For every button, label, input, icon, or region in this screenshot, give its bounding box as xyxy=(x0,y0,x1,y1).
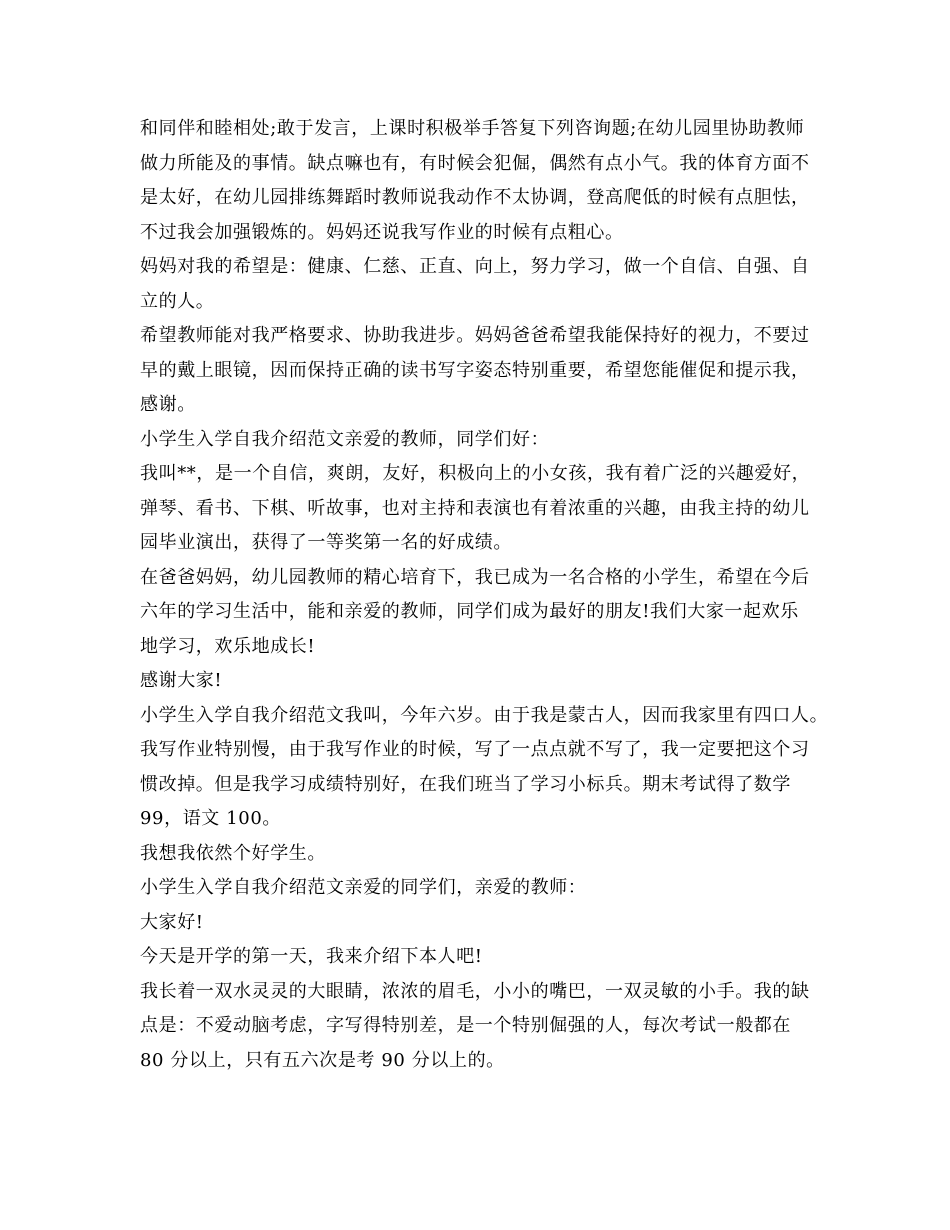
text-line: 是太好，在幼儿园排练舞蹈时教师说我动作不太协调，登高爬低的时候有点胆怯， xyxy=(140,187,810,208)
text-line: 不过我会加强锻炼的。妈妈还说我写作业的时候有点粗心。 xyxy=(140,221,624,243)
text-line: 点是：不爱动脑考虑，字写得特别差，是一个特别倔强的人，每次考试一般都在 xyxy=(140,1015,791,1036)
text-line: 立的人。 xyxy=(140,290,215,312)
text-line: 感谢大家! xyxy=(140,670,223,691)
section-heading: 小学生入学自我介绍范文亲爱的同学们，亲爱的教师： xyxy=(140,877,587,898)
text-line: 早的戴上眼镜，因而保持正确的读书写字姿态特别重要，希望您能催促和提示我， xyxy=(140,359,810,381)
text-line: 和同伴和睦相处;敢于发言，上课时积极举手答复下列咨询题;在幼儿园里协助教师 xyxy=(140,118,805,139)
section-heading: 小学生入学自我介绍范文我叫，今年六岁。由于我是蒙古人，因而我家里有四口人。 xyxy=(140,704,829,726)
text-line: 我长着一双水灵灵的大眼睛，浓浓的眉毛，小小的嘴巴，一双灵敏的小手。我的缺 xyxy=(140,980,810,1002)
section-heading: 小学生入学自我介绍范文亲爱的教师，同学们好： xyxy=(140,428,550,450)
text-line: 妈妈对我的希望是：健康、仁慈、正直、向上，努力学习，做一个自信、自强、自 xyxy=(140,256,810,277)
text-line: 做力所能及的事情。缺点嘛也有，有时候会犯倔，偶然有点小气。我的体育方面不 xyxy=(140,152,810,174)
text-line: 六年的学习生活中，能和亲爱的教师，同学们成为最好的朋友!我们大家一起欢乐 xyxy=(140,601,799,622)
text-line: 惯改掉。但是我学习成绩特别好，在我们班当了学习小标兵。期末考试得了数学 xyxy=(140,773,791,795)
text-line: 今天是开学的第一天，我来介绍下本人吧! xyxy=(140,946,483,967)
text-line: 我想我依然个好学生。 xyxy=(140,842,326,864)
text-line: 99，语文 100。 xyxy=(140,808,281,829)
text-line: 希望教师能对我严格要求、协助我进步。妈妈爸爸希望我能保持好的视力，不要过 xyxy=(140,325,810,346)
text-line: 地学习，欢乐地成长! xyxy=(140,635,316,657)
document-body xyxy=(140,112,829,1078)
text-line: 80 分以上，只有五六次是考 90 分以上的。 xyxy=(140,1049,505,1071)
text-line: 我写作业特别慢，由于我写作业的时候，写了一点点就不写了，我一定要把这个习 xyxy=(140,739,810,760)
text-line: 弹琴、看书、下棋、听故事，也对主持和表演也有着浓重的兴趣，由我主持的幼儿 xyxy=(140,497,810,519)
text-line: 园毕业演出，获得了一等奖第一名的好成绩。 xyxy=(140,532,512,553)
text-line: 大家好! xyxy=(140,911,204,933)
text-line: 在爸爸妈妈，幼儿园教师的精心培育下，我已成为一名合格的小学生，希望在今后 xyxy=(140,566,810,588)
text-line: 感谢。 xyxy=(140,394,196,415)
text-line: 我叫**，是一个自信，爽朗，友好，积极向上的小女孩，我有着广泛的兴趣爱好， xyxy=(140,463,811,484)
